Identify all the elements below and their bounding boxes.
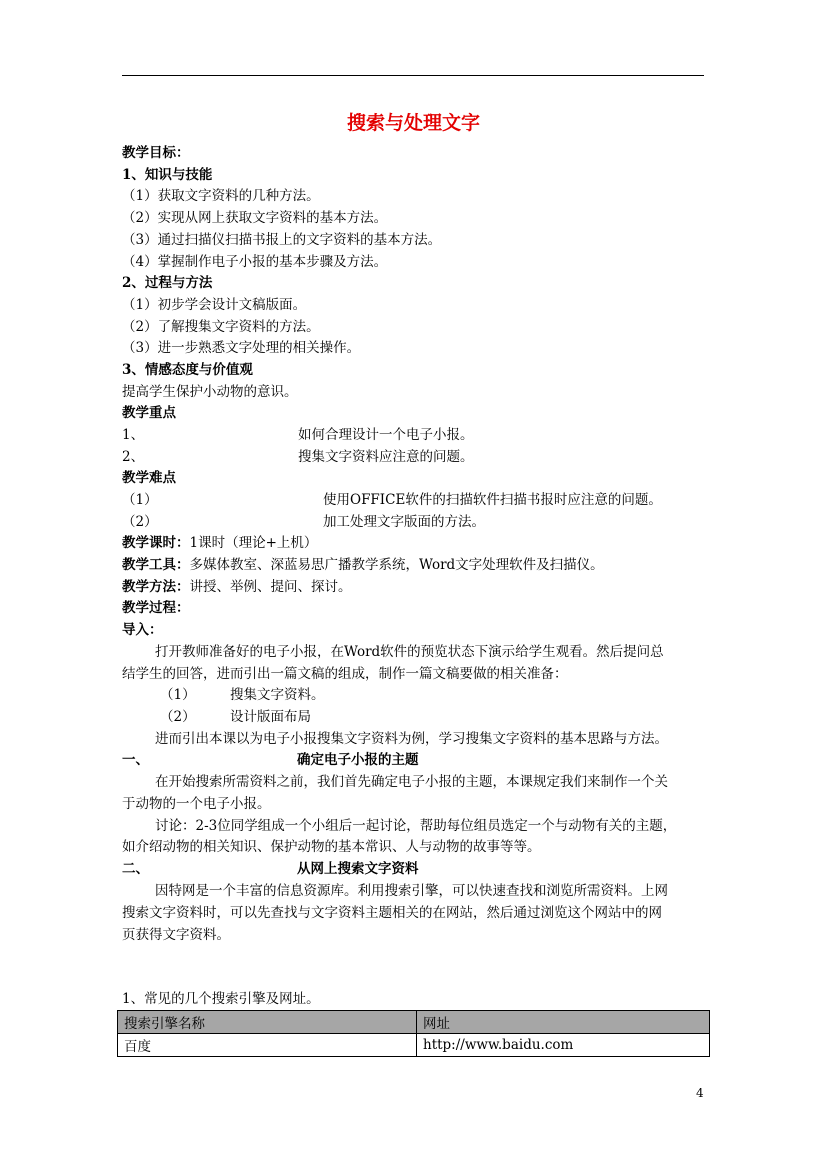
item-text: 搜集文字资料。	[230, 687, 325, 703]
attitude-text: 提高学生保护小动物的意识。	[122, 384, 298, 400]
paragraph-line: 搜索文字资料时，可以先查找与文字资料主题相关的在网站，然后通过浏览这个网站中的网	[122, 905, 662, 921]
list-item	[122, 512, 722, 532]
list-item: （3）进一步熟悉文字处理的相关操作。	[122, 340, 361, 356]
list-item	[122, 425, 722, 445]
tools-label: 教学工具：	[122, 557, 190, 573]
table-header-row	[118, 1011, 710, 1034]
table-cell: http://www.baidu.com	[417, 1034, 710, 1057]
item-number: （1）	[122, 492, 158, 508]
attitude-heading: 3、情感态度与价值观	[122, 362, 253, 378]
page-number: 4	[696, 1086, 704, 1100]
tools-line	[122, 555, 604, 575]
tools-value: 多媒体教室、深蓝易思广播教学系统，Word文字处理软件及扫描仪。	[189, 557, 604, 573]
paragraph-line: 结学生的回答，进而引出一篇文稿的组成，制作一篇文稿要做的相关准备：	[122, 666, 568, 682]
item-text: 使用OFFICE软件的扫描软件扫描书报时应注意的问题。	[323, 492, 662, 508]
list-item	[160, 707, 560, 727]
section-number: 一、	[122, 752, 149, 768]
item-number: （1）	[160, 687, 196, 703]
list-item: （1）获取文字资料的几种方法。	[122, 188, 320, 204]
column-header: 网址	[417, 1011, 710, 1034]
list-item	[122, 490, 722, 510]
paragraph-line: 在开始搜索所需资料之前，我们首先确定电子小报的主题，本课规定我们来制作一个关	[155, 774, 668, 790]
list-item: （3）通过扫描仪扫描书报上的文字资料的基本方法。	[122, 232, 442, 248]
key-points-heading: 教学重点	[122, 405, 176, 421]
methods-value: 讲授、举例、提问、探讨。	[189, 579, 352, 595]
search-engine-table	[117, 1010, 710, 1057]
list-item: （2）了解搜集文字资料的方法。	[122, 319, 320, 335]
objectives-heading: 教学目标：	[122, 145, 190, 161]
list-item	[160, 685, 560, 705]
hours-value: 1课时（理论+上机）	[189, 535, 318, 551]
item-number: （2）	[160, 709, 196, 725]
difficulty-heading: 教学难点	[122, 470, 176, 486]
list-item: （4）掌握制作电子小报的基本步骤及方法。	[122, 254, 388, 270]
column-header: 搜索引擎名称	[118, 1011, 417, 1034]
hours-line	[122, 533, 317, 553]
item-text: 设计版面布局	[230, 709, 311, 725]
item-number: （2）	[122, 514, 158, 530]
table-cell: 百度	[118, 1034, 417, 1057]
paragraph-line: 页获得文字资料。	[122, 927, 230, 943]
paragraph-line: 进而引出本课以为电子小报搜集文字资料为例，学习搜集文字资料的基本思路与方法。	[155, 731, 668, 747]
item-text: 搜集文字资料应注意的问题。	[298, 449, 474, 465]
knowledge-heading: 1、知识与技能	[122, 167, 213, 183]
process-method-heading: 2、过程与方法	[122, 275, 213, 291]
item-text: 加工处理文字版面的方法。	[323, 514, 485, 530]
section-number: 二、	[122, 861, 149, 877]
table-row	[118, 1034, 710, 1057]
list-item: （2）实现从网上获取文字资料的基本方法。	[122, 210, 388, 226]
paragraph-line: 讨论：2-3位同学组成一个小组后一起讨论，帮助每位组员选定一个与动物有关的主题，	[155, 818, 677, 834]
section-heading	[122, 859, 522, 879]
item-number: 1、	[122, 427, 145, 443]
paragraph-line: 如介绍动物的相关知识、保护动物的基本常识、人与动物的故事等等。	[122, 839, 541, 855]
paragraph-line: 于动物的一个电子小报。	[122, 796, 271, 812]
paragraph-line: 打开教师准备好的电子小报，在Word软件的预览状态下演示给学生观看。然后提问总	[155, 644, 664, 660]
paragraph-line: 因特网是一个丰富的信息资源库。利用搜索引擎，可以快速查找和浏览所需资料。上网	[155, 883, 668, 899]
item-text: 如何合理设计一个电子小报。	[298, 427, 474, 443]
header-rule	[122, 75, 704, 76]
list-title: 1、常见的几个搜索引擎及网址。	[122, 991, 320, 1007]
section-title: 确定电子小报的主题	[297, 752, 419, 768]
intro-heading: 导入：	[122, 622, 163, 638]
hours-label: 教学课时：	[122, 535, 190, 551]
process-heading: 教学过程：	[122, 600, 190, 616]
item-number: 2、	[122, 449, 145, 465]
section-title: 从网上搜索文字资料	[297, 861, 419, 877]
section-heading	[122, 750, 522, 770]
methods-line	[122, 577, 352, 597]
list-item	[122, 447, 722, 467]
document-title: 搜索与处理文字	[346, 112, 480, 134]
list-item: （1）初步学会设计文稿版面。	[122, 297, 307, 313]
methods-label: 教学方法：	[122, 579, 190, 595]
